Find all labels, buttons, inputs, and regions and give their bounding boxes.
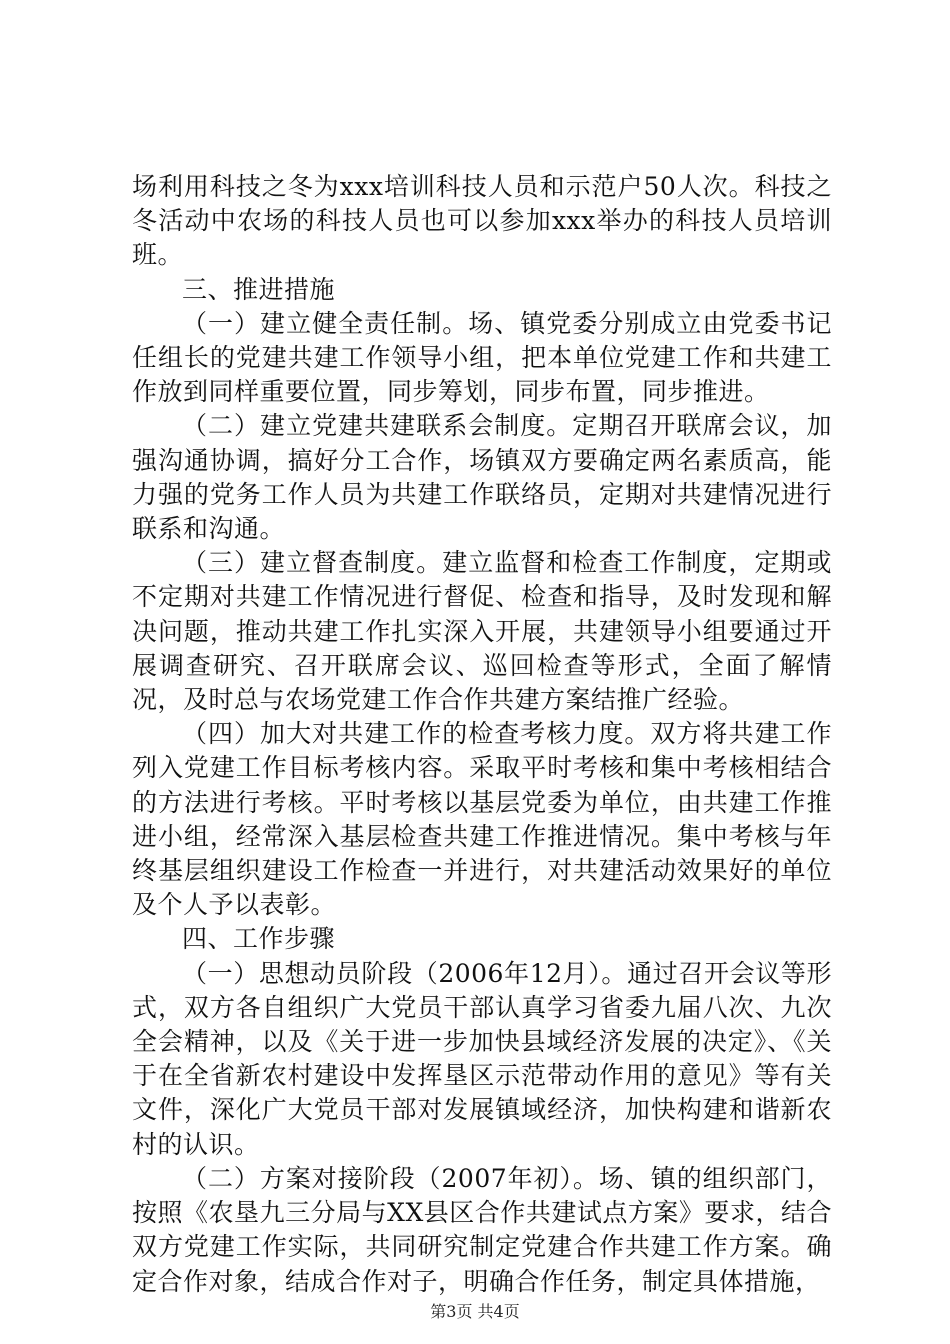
- paragraph-measure-2: （二）建立党建共建联系会制度。定期召开联席会议，加强沟通协调，搞好分工合作，场镇双方要确定两名素质高，能力强的党务工作人员为共建工作联络员，定期对共建情况进行联系和沟通。: [132, 411, 832, 544]
- section-heading-measures: 三、推进措施: [182, 274, 336, 304]
- paragraph-continuation: 场利用科技之冬为xxx培训科技人员和示范户50人次。科技之冬活动中农场的科技人员也可以参加xxx举办的科技人员培训班。: [132, 172, 832, 270]
- paragraph-measure-1: （一）建立健全责任制。场、镇党委分别成立由党委书记任组长的党建共建工作领导小组，把本单位党建工作和共建工作放到同样重要位置，同步筹划，同步布置，同步推进。: [132, 308, 832, 407]
- paragraph-measure-4: （四）加大对共建工作的检查考核力度。双方将共建工作列入党建工作目标考核内容。采取平时考核和集中考核相结合的方法进行考核。平时考核以基层党委为单位，由共建工作推进小组，经常深入基层检查共建工作推进情况。集中考核与年终基层组织建设工作检查一并进行，对共建活动效果好的单位及个人予以表彰。: [132, 719, 832, 920]
- paragraph-measure-3: （三）建立督查制度。建立监督和检查工作制度，定期或不定期对共建工作情况进行督促、检查和指导，及时发现和解决问题，推动共建工作扎实深入开展，共建领导小组要通过开展调查研究、召开联席会议、巡回检查等形式，全面了解情况，及时总与农场党建工作合作共建方案结推广经验。: [132, 548, 832, 715]
- document-body: [132, 170, 832, 1299]
- paragraph-step-1: （一）思想动员阶段（2006年12月）。通过召开会议等形式，双方各自组织广大党员干部认真学习省委九届八次、九次全会精神，以及《关于进一步加快县域经济发展的决定》、《关于在全省新农村建设中发挥垦区示范带动作用的意见》等有关文件，深化广大党员干部对发展镇域经济，加快构建和谐新农村的认识。: [132, 958, 832, 1159]
- paragraph-step-2: （二）方案对接阶段（2007年初）。场、镇的组织部门，按照《农垦九三分局与XX县区合作共建试点方案》要求，结合双方党建工作实际，共同研究制定党建合作共建工作方案。确定合作对象，结成合作对子，明确合作任务，制定具体措施，: [132, 1163, 832, 1296]
- section-heading-steps: 四、工作步骤: [182, 924, 336, 954]
- page-footer: 第3页 共4页: [430, 1302, 520, 1321]
